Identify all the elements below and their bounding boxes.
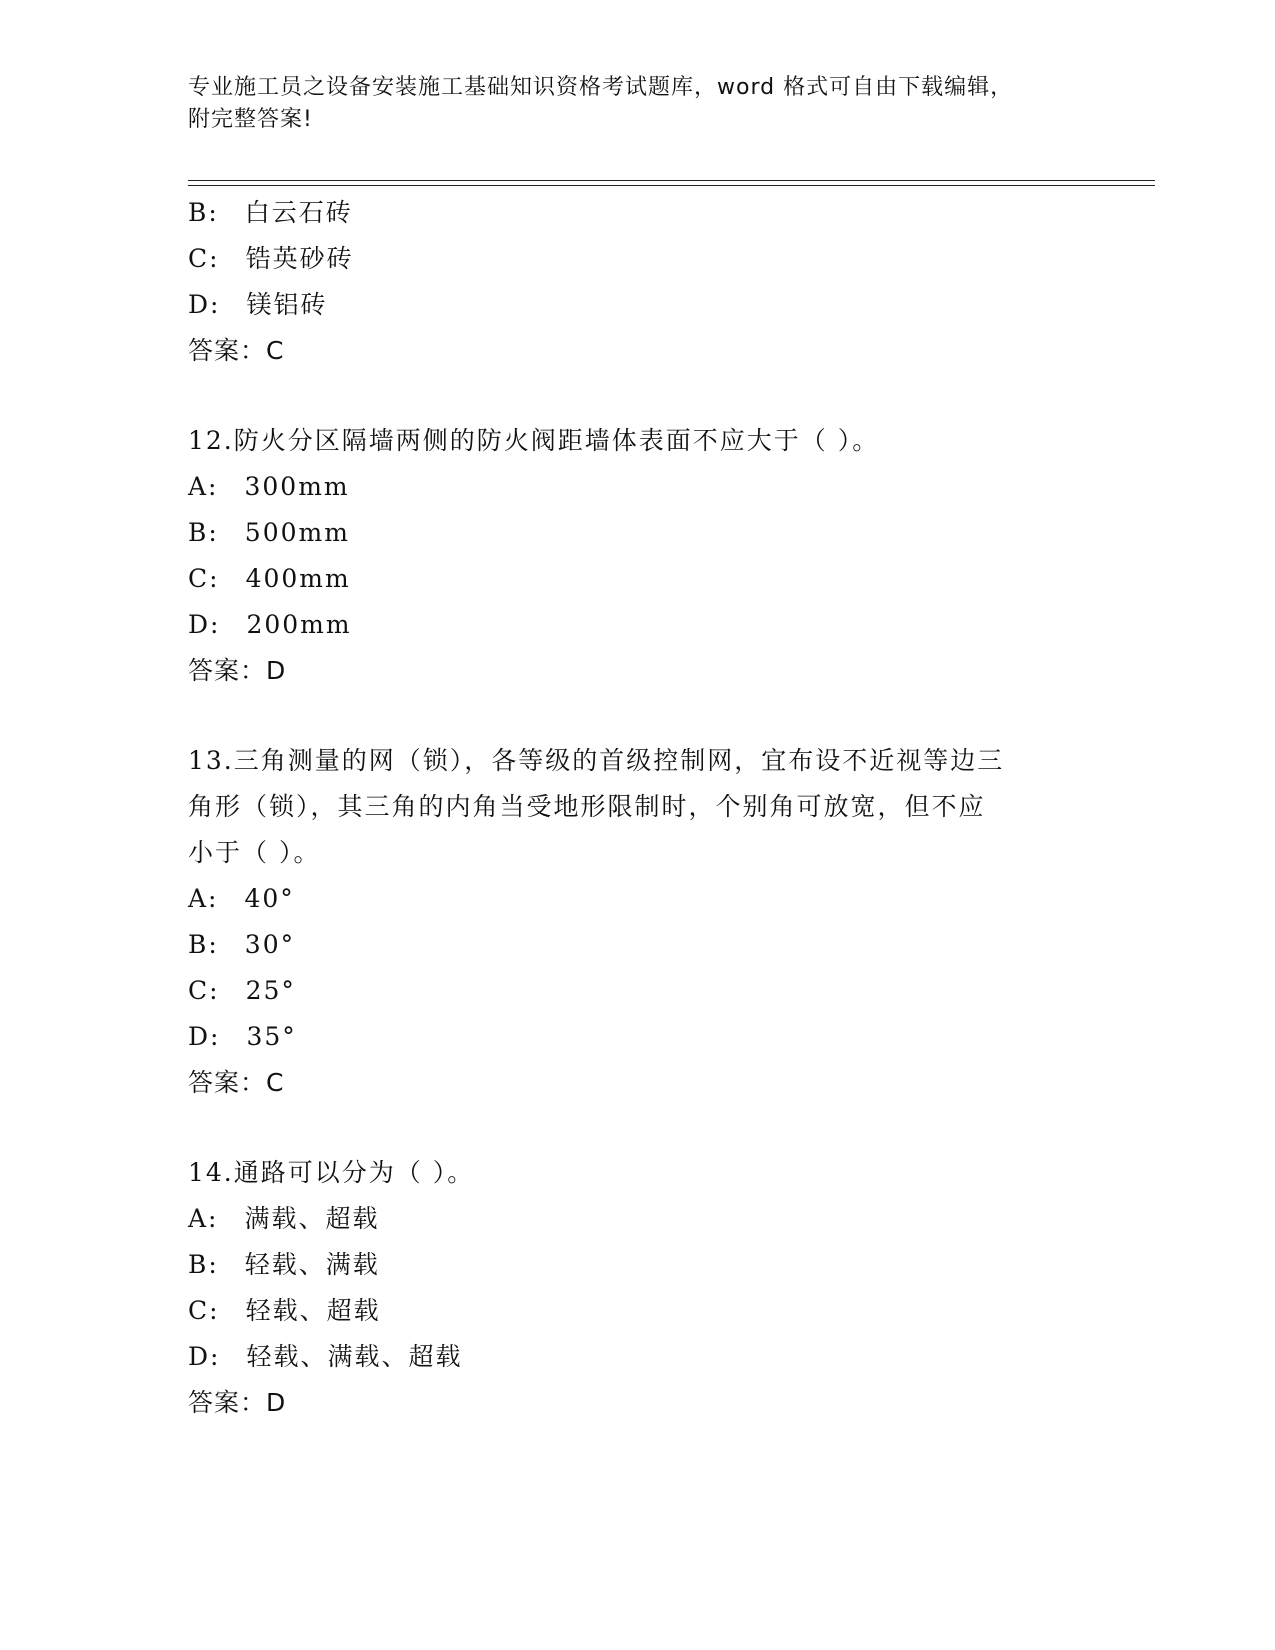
- option-key: D:: [188, 610, 221, 639]
- answer-line: 答案：D: [188, 1388, 287, 1417]
- option-key: A:: [188, 884, 219, 913]
- option-c: [188, 968, 1155, 1014]
- option-key: A:: [188, 472, 219, 501]
- header-rule-bottom: [188, 185, 1155, 186]
- option-a: [188, 464, 1155, 510]
- option-d: [188, 282, 1155, 328]
- header-line-1: 专业施工员之设备安装施工基础知识资格考试题库，word 格式可自由下载编辑，: [188, 75, 1014, 100]
- option-key: D:: [188, 290, 221, 319]
- option-d: [188, 602, 1155, 648]
- option-a: [188, 876, 1155, 922]
- option-key: D:: [188, 1022, 221, 1051]
- header-line-2: 附完整答案!: [188, 107, 313, 132]
- option-d: [188, 1334, 1155, 1380]
- option-text: 轻载、超载: [245, 1296, 381, 1325]
- question-12: [188, 418, 1155, 694]
- option-key: C:: [188, 564, 220, 593]
- option-key: B:: [188, 930, 219, 959]
- question-stem-line-3: 小于（ ）。: [188, 838, 321, 867]
- option-key: C:: [188, 976, 220, 1005]
- option-text: 25°: [245, 976, 296, 1005]
- option-c: [188, 556, 1155, 602]
- option-text: 满载、超载: [244, 1204, 380, 1233]
- option-b: [188, 510, 1155, 556]
- option-text: 35°: [246, 1022, 297, 1051]
- option-d: [188, 1014, 1155, 1060]
- option-text: 40°: [244, 884, 295, 913]
- question-stem-line-1: 13.三角测量的网（锁），各等级的首级控制网，宜布设不近视等边三: [188, 746, 1005, 775]
- option-text: 200mm: [246, 610, 352, 639]
- document-header: [188, 72, 1088, 136]
- question-stem: 12.防火分区隔墙两侧的防火阀距墙体表面不应大于（ ）。: [188, 426, 880, 455]
- question-stem: 14.通路可以分为（ ）。: [188, 1158, 475, 1187]
- option-b: [188, 922, 1155, 968]
- option-text: 锆英砂砖: [245, 244, 354, 273]
- option-text: 轻载、满载: [244, 1250, 380, 1279]
- answer-line: 答案：D: [188, 656, 287, 685]
- option-a: [188, 1196, 1155, 1242]
- option-key: B:: [188, 518, 219, 547]
- option-key: B:: [188, 1250, 219, 1279]
- answer-line: 答案：C: [188, 1068, 285, 1097]
- option-key: D:: [188, 1342, 221, 1371]
- option-key: B:: [188, 198, 219, 227]
- question-stem-line-2: 角形（锁），其三角的内角当受地形限制时，个别角可放宽，但不应: [188, 792, 986, 821]
- option-text: 30°: [244, 930, 296, 959]
- option-c: [188, 1288, 1155, 1334]
- question-13: [188, 738, 1155, 1106]
- option-key: A:: [188, 1204, 219, 1233]
- answer-line: 答案：C: [188, 336, 285, 365]
- option-b: [188, 190, 1155, 236]
- question-fragment: [188, 190, 1155, 374]
- option-b: [188, 1242, 1155, 1288]
- header-rule-top: [188, 180, 1155, 181]
- option-text: 镁铝砖: [246, 290, 328, 319]
- option-c: [188, 236, 1155, 282]
- option-text: 白云石砖: [244, 198, 353, 227]
- question-list: [188, 190, 1155, 1426]
- option-key: C:: [188, 1296, 220, 1325]
- question-14: [188, 1150, 1155, 1426]
- option-text: 400mm: [245, 564, 351, 593]
- option-text: 500mm: [244, 518, 350, 547]
- option-text: 300mm: [244, 472, 350, 501]
- option-text: 轻载、满载、超载: [246, 1342, 463, 1371]
- option-key: C:: [188, 244, 220, 273]
